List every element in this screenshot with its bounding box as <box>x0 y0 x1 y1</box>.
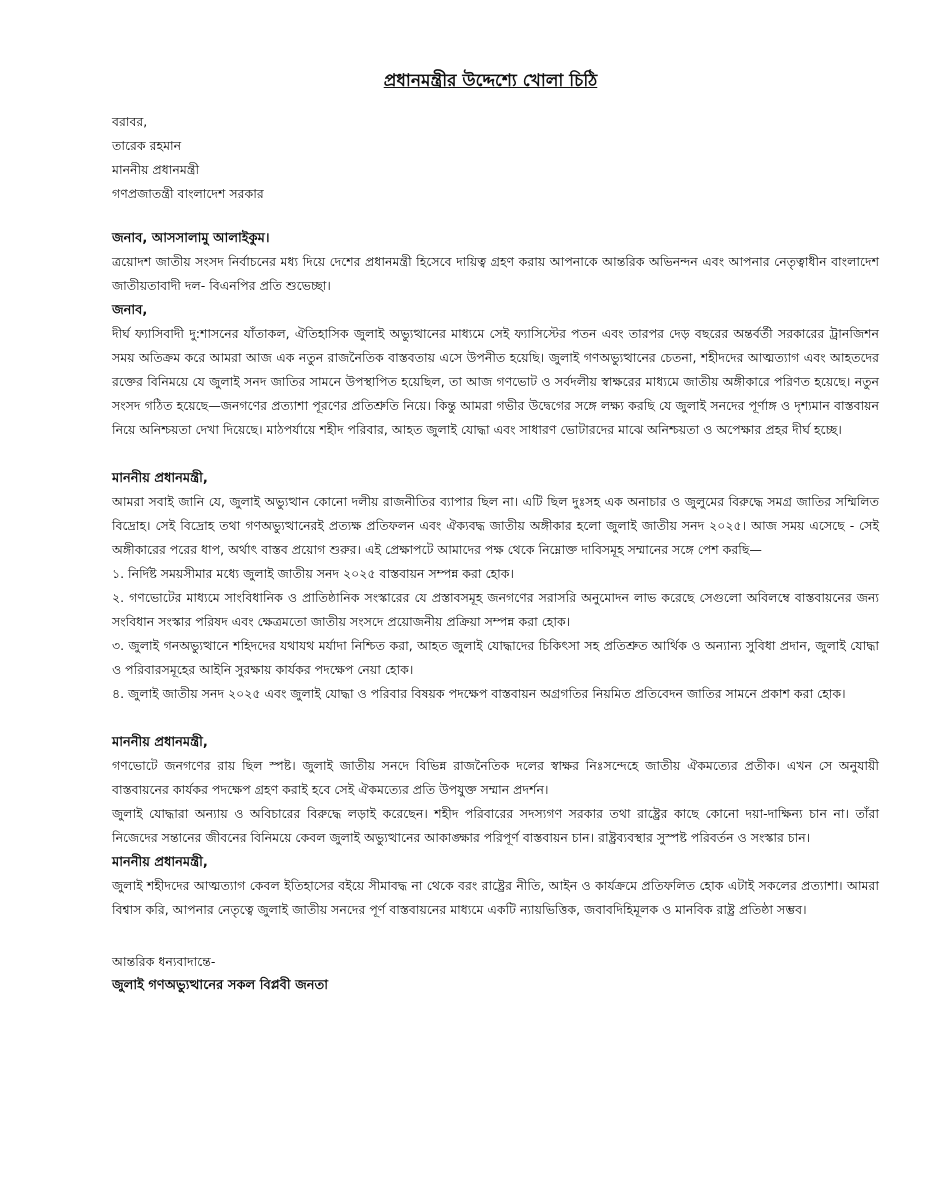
section-3-heading: মাননীয় প্রধানমন্ত্রী, <box>112 735 208 750</box>
address-line: বরাবর, <box>112 114 148 129</box>
address-line: মাননীয় প্রধানমন্ত্রী <box>112 162 200 177</box>
address-line: তারেক রহমান <box>112 138 182 153</box>
demand-item: ১. নির্দিষ্ট সময়সীমার মধ্যে জুলাই জাতীয় সনদ ২০২৫ বাস্তবায়ন সম্পন্ন করা হোক। <box>112 566 515 581</box>
closing-thanks: আন্তরিক ধন্যবাদান্তে- <box>112 954 216 969</box>
section-1-paragraph: দীর্ঘ ফ্যাসিবাদী দু:শাসনের যাঁতাকল, ঐতিহাসিক জুলাই অভ্যুত্থানের মাধ্যমে সেই ফ্যাসিস্টের পতন এবং তারপর দেড় বছরের অন্তর্বর্তী সরকারের ট্রানজিশন সময় অতিক্রম করে আমরা আজ এক নতুন রাজনৈতিক বাস্তবতায় এসে উপনীত হয়েছি। জুলাই গণঅভ্যুত্থানের চেতনা, শহীদদের আত্মত্যাগ এবং আহতদের রক্তের বিনিময়ে যে জুলাই সনদ জাতির সামনে উপস্থাপিত হয়েছিল, তা আজ গণভোট ও সর্বদলীয় স্বাক্ষরের মাধ্যমে জাতীয় অঙ্গীকারে পরিণত হয়েছে। নতুন সংসদ গঠিত হয়েছে—জনগণের প্রত্যাশা পূরণের প্রতিশ্রুতি নিয়ে। কিন্তু আমরা গভীর উদ্বেগের সঙ্গে লক্ষ্য করছি যে জুলাই সনদের পূর্ণাঙ্গ ও দৃশ্যমান বাস্তবায়ন নিয়ে অনিশ্চয়তা দেখা দিয়েছে। মাঠপর্যায়ে শহীদ পরিবার, আহত জুলাই যোদ্ধা এবং সাধারণ ভোটারদের মাঝে অনিশ্চয়তা ও অপেক্ষার প্রহর দীর্ঘ হচ্ছে। <box>112 326 879 437</box>
section-4-paragraph: জুলাই শহীদদের আত্মত্যাগ কেবল ইতিহাসের বইয়ে সীমাবদ্ধ না থেকে বরং রাষ্ট্রের নীতি, আইন ও কার্যক্রমে প্রতিফলিত হোক এটাই সকলের প্রত্যাশা। আমরা বিশ্বাস করি, আপনার নেতৃত্বে জুলাই জাতীয় সনদের পূর্ণ বাস্তবায়নের মাধ্যমে একটি ন্যায়ভিত্তিক, জবাবদিহিমূলক ও মানবিক রাষ্ট্র প্রতিষ্ঠা সম্ভব। <box>112 878 879 917</box>
section-3-paragraph: জুলাই যোদ্ধারা অন্যায় ও অবিচারের বিরুদ্ধে লড়াই করেছেন। শহীদ পরিবারের সদস্যগণ সরকার তথা রাষ্ট্রের কাছে কোনো দয়া-দাক্ষিন্য চান না। তাঁরা নিজেদের সন্তানের জীবনের বিনিময়ে কেবল জুলাই অভ্যুত্থানের আকাঙ্ক্ষার পরিপূর্ণ বাস্তবায়ন চান। রাষ্ট্রব্যবস্থার সুস্পষ্ট পরিবর্তন ও সংস্কার চান। <box>112 806 879 845</box>
letter-closing <box>112 950 879 998</box>
demand-item: ৪. জুলাই জাতীয় সনদ ২০২৫ এবং জুলাই যোদ্ধা ও পরিবার বিষয়ক পদক্ষেপ বাস্তবায়ন অগ্রগতির নিয়মিত প্রতিবেদন জাতির সামনে প্রকাশ করা হোক। <box>112 686 846 701</box>
closing-signer: জুলাই গণঅভ্যুত্থানের সকল বিপ্লবী জনতা <box>112 978 328 993</box>
recipient-address <box>112 110 879 206</box>
demand-item: ২. গণভোটের মাধ্যমে সাংবিধানিক ও প্রাতিষ্ঠানিক সংস্কারের যে প্রস্তাবসমূহ জনগণের সরাসরি অনুমোদন লাভ করেছে সেগুলো অবিলম্বে বাস্তবায়নের জন্য সংবিধান সংস্কার পরিষদ এবং ক্ষেত্রমতো জাতীয় সংসদে প্রয়োজনীয় প্রক্রিয়া সম্পন্ন করা হোক। <box>112 590 879 629</box>
greeting-heading: জনাব, আসসালামু আলাইকুম। <box>112 231 270 246</box>
address-line: গণপ্রজাতন্ত্রী বাংলাদেশ সরকার <box>112 186 264 201</box>
section-2-paragraph: আমরা সবাই জানি যে, জুলাই অভ্যুত্থান কোনো দলীয় রাজনীতির ব্যাপার ছিল না। এটি ছিল দুঃসহ এক অনাচার ও জুলুমের বিরুদ্ধে সমগ্র জাতির সম্মিলিত বিদ্রোহ। সেই বিদ্রোহ তথা গণঅভ্যুত্থানেরই প্রত্যক্ষ প্রতিফলন এবং ঐক্যবদ্ধ জাতীয় অঙ্গীকার হলো জুলাই জাতীয় সনদ ২০২৫। আজ সময় এসেছে - সেই অঙ্গীকারের পরের ধাপ, অর্থাৎ বাস্তব প্রয়োগ শুরুর। এই প্রেক্ষাপটে আমাদের পক্ষ থেকে নিম্নোক্ত দাবিসমূহ সম্মানের সঙ্গে পেশ করছি— <box>112 494 879 557</box>
section-2 <box>112 468 879 706</box>
demand-item: ৩. জুলাই গনঅভ্যুত্থানে শহিদদের যথাযথ মর্যাদা নিশ্চিত করা, আহত জুলাই যোদ্ধাদের চিকিৎসা সহ প্রতিশ্রুত আর্থিক ও অন্যান্য সুবিধা প্রদান, জুলাই যোদ্ধা ও পরিবারসমূহের আইনি সুরক্ষায় কার্যকর পদক্ষেপ নেয়া হোক। <box>112 638 879 677</box>
greeting-paragraph: ত্রয়োদশ জাতীয় সংসদ নির্বাচনের মধ্য দিয়ে দেশের প্রধানমন্ত্রী হিসেবে দায়িত্ব গ্রহণ করায় আপনাকে আন্তরিক অভিনন্দন এবং আপনার নেতৃত্বাধীন বাংলাদেশ জাতীয়তাবাদী দল- বিএনপির প্রতি শুভেচ্ছা। <box>112 254 879 293</box>
section-2-heading: মাননীয় প্রধানমন্ত্রী, <box>112 471 208 486</box>
greeting-section <box>112 228 879 298</box>
section-3-paragraph: গণভোটে জনগণের রায় ছিল স্পষ্ট। জুলাই জাতীয় সনদে বিভিন্ন রাজনৈতিক দলের স্বাক্ষর নিঃসন্দেহে জাতীয় ঐকমত্যের প্রতীক। এখন সে অনুযায়ী বাস্তবায়নের কার্যকর পদক্ষেপ গ্রহণ করাই হবে সেই ঐকমত্যের প্রতি উপযুক্ত সম্মান প্রদর্শন। <box>112 758 879 797</box>
section-3 <box>112 732 879 850</box>
section-1 <box>112 300 879 442</box>
section-1-heading: জনাব, <box>112 303 148 318</box>
letter-title: প্রধানমন্ত্রীর উদ্দেশ্যে খোলা চিঠি <box>383 71 598 91</box>
section-4-heading: মাননীয় প্রধানমন্ত্রী, <box>112 855 208 870</box>
section-4 <box>112 852 879 922</box>
